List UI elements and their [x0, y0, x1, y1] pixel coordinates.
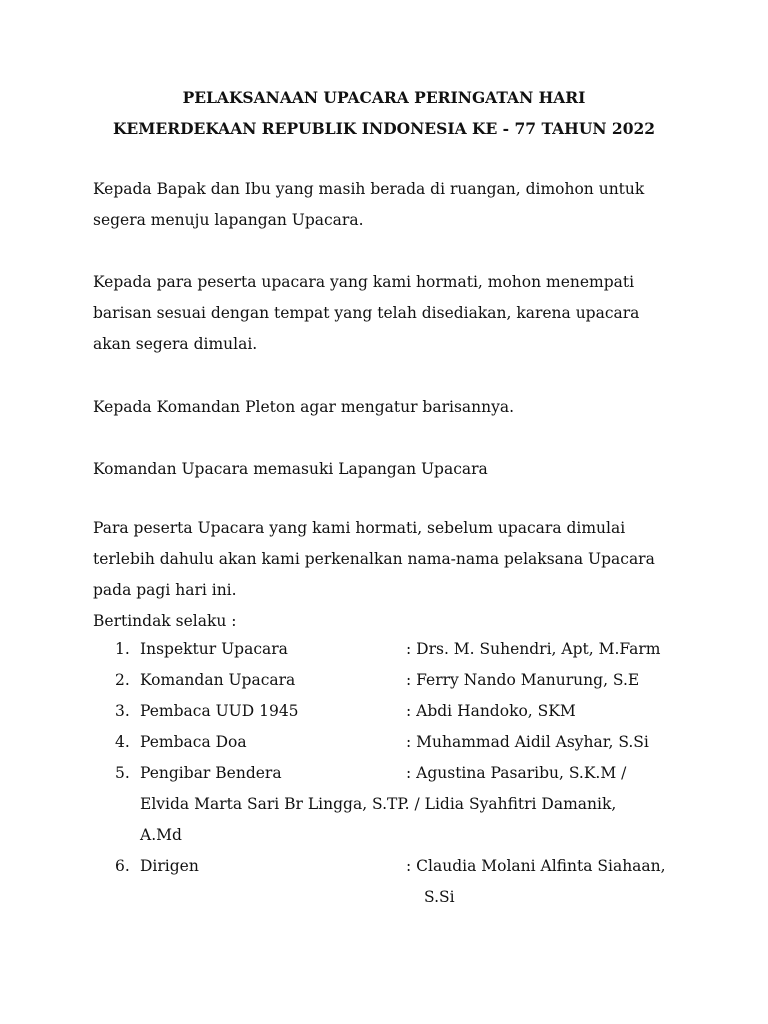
officer-name: : Agustina Pasaribu, S.K.M /	[406, 764, 627, 782]
paragraph-line: Kepada Bapak dan Ibu yang masih berada di ruangan, dimohon untuk	[93, 180, 645, 198]
officer-name: : Claudia Molani Alfinta Siahaan,	[406, 857, 666, 875]
paragraph-introduction	[93, 513, 693, 637]
officer-name: : Muhammad Aidil Asyhar, S.Si	[406, 733, 649, 751]
paragraph-line: Para peserta Upacara yang kami hormati, sebelum upacara dimulai	[93, 519, 626, 537]
paragraph-line: Kepada Komandan Pleton agar mengatur barisannya.	[93, 398, 515, 416]
officer-role: Inspektur Upacara	[140, 640, 288, 658]
list-number: 6.	[115, 857, 130, 875]
paragraph-line: akan segera dimulai.	[93, 335, 258, 353]
paragraph-call-to-field	[93, 174, 693, 236]
paragraph-line: terlebih dahulu akan kami perkenalkan nama-nama pelaksana Upacara	[93, 550, 655, 568]
paragraph-line: pada pagi hari ini.	[93, 581, 237, 599]
officer-role: Komandan Upacara	[140, 671, 296, 689]
paragraph-line: barisan sesuai dengan tempat yang telah disediakan, karena upacara	[93, 304, 640, 322]
officer-name: : Ferry Nando Manurung, S.E	[406, 671, 640, 689]
officer-role: Pembaca UUD 1945	[140, 702, 299, 720]
title-line-1: PELAKSANAAN UPACARA PERINGATAN HARI	[182, 88, 586, 107]
officer-name-continued: A.Md	[140, 826, 182, 844]
paragraph-commander-enters	[93, 454, 693, 485]
paragraph-take-positions	[93, 267, 693, 360]
officer-role: Dirigen	[140, 857, 199, 875]
officer-name: : Drs. M. Suhendri, Apt, M.Farm	[406, 640, 661, 658]
officer-name-continued: S.Si	[424, 888, 455, 906]
paragraph-line: Kepada para peserta upacara yang kami hormati, mohon menempati	[93, 273, 635, 291]
officer-role: Pengibar Bendera	[140, 764, 282, 782]
list-number: 2.	[115, 671, 130, 689]
list-number: 1.	[115, 640, 130, 658]
officer-role: Pembaca Doa	[140, 733, 247, 751]
officer-name: : Abdi Handoko, SKM	[406, 702, 576, 720]
paragraph-intro-label: Bertindak selaku :	[93, 612, 237, 630]
title-line-2: KEMERDEKAAN REPUBLIK INDONESIA KE - 77 TAHUN 2022	[112, 119, 656, 138]
officer-name-continued: Elvida Marta Sari Br Lingga, S.TP. / Lidia Syahfitri Damanik,	[140, 795, 617, 813]
list-number: 5.	[115, 764, 130, 782]
list-number: 3.	[115, 702, 130, 720]
list-number: 4.	[115, 733, 130, 751]
paragraph-platoon-commander	[93, 392, 693, 423]
paragraph-line: Komandan Upacara memasuki Lapangan Upacara	[93, 460, 488, 478]
paragraph-line: segera menuju lapangan Upacara.	[93, 211, 364, 229]
